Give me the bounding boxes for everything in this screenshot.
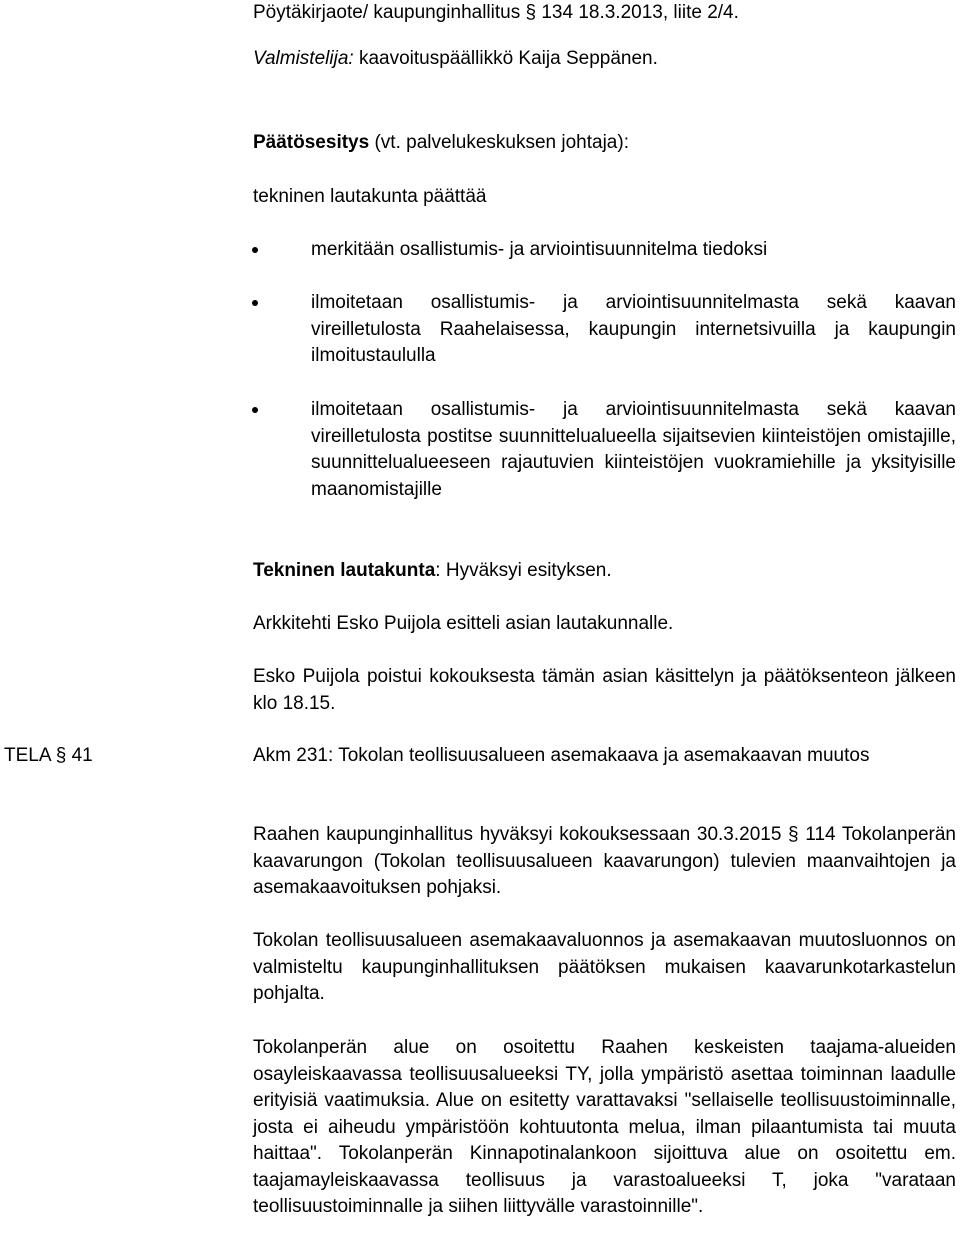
proposal-intro: tekninen lautakunta päättää [253,186,487,207]
bullet-item: ilmoitetaan osallistumis- ja arviointisuunnitelmasta sekä kaavan vireilletulosta Raahelaisessa, kaupungin internetsivuilla ja kaupungin ilmoitustaululla [311,292,956,366]
proposal-label: Päätösesitys [253,132,370,153]
proposal-rest: (vt. palvelukeskuksen johtaja): [374,132,629,153]
preparer-value: kaavoituspäällikkö Kaija Seppänen. [358,48,658,69]
decision-body-label: Tekninen lautakunta [253,560,436,581]
item-tag: TELA § 41 [4,745,93,766]
preparer-line [253,46,956,73]
item-paragraph: Tokolanperän alue on osoitettu Raahen keskeisten taajama-alueiden osayleiskaavassa teollisuusalueeksi TY, jolla ympäristö asettaa toiminnan laadulle erityisiä vaatimuksia. Alue on esitetty varattavaksi "sellaiselle teollisuustoiminnalle, josta ei aiheudu ympäristöön kohtuutonta melua, ilman pilaantumista tai muuta haittaa". Tokolanperän Kinnapotinalankoon sijoittuva alue on osoitettu em. taajamayleiskaavassa teollisuus ja varastoalueeksi T, joka "varataan teollisuustoiminnalle ja siihen liittyvälle varastoinnille". [253,1037,956,1217]
proposal-heading [253,130,956,157]
bullet-item: ilmoitetaan osallistumis- ja arviointisuunnitelmasta sekä kaavan vireilletulosta postitse suunnittelualueella sijaitsevien kiinteistöjen omistajille, suunnittelualueeseen rajautuvien kiinteistöjen vuokramiehille ja yksityisille maanomistajille [311,399,956,500]
decision-text: : Hyväksyi esityksen. [435,560,612,581]
decision-line [253,558,956,585]
item-title: Akm 231: Tokolan teollisuusalueen asemakaava ja asemakaavan muutos [253,745,870,766]
bullet-item: merkitään osallistumis- ja arviointisuunnitelma tiedoksi [311,239,768,260]
minutes-reference: Pöytäkirjaote/ kaupunginhallitus § 134 18.3.2013, liite 2/4. [253,2,739,23]
item-paragraph: Raahen kaupunginhallitus hyväksyi kokouksessaan 30.3.2015 § 114 Tokolanperän kaavarungon (Tokolan teollisuusalueen kaavarungon) tulevien maanvaihtojen ja asemakaavoituksen pohjaksi. [253,824,956,898]
item-paragraph: Tokolan teollisuusalueen asemakaavaluonnos ja asemakaavan muutosluonnos on valmisteltu kaupunginhallituksen päätöksen mukaisen kaavarunkotarkastelun pohjalta. [253,930,956,1004]
departure-note: Esko Puijola poistui kokouksesta tämän asian käsittelyn ja päätöksenteon jälkeen klo 18.15. [253,666,956,714]
preparer-label: Valmistelija: [253,48,354,69]
presenter-note: Arkkitehti Esko Puijola esitteli asian lautakunnalle. [253,613,674,634]
